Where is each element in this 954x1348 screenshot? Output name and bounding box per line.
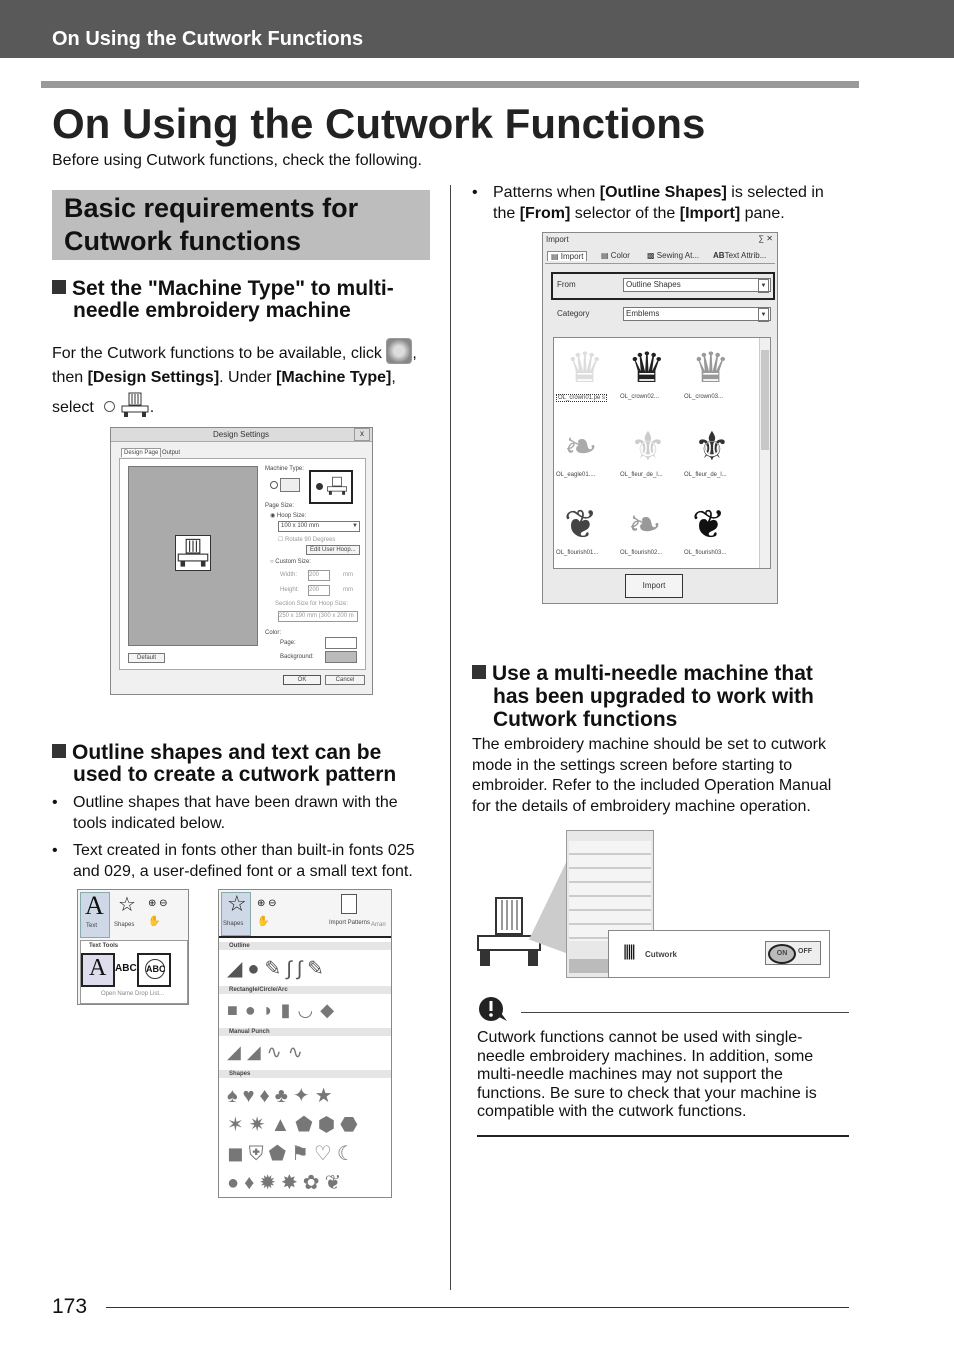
text-a-icon: A <box>85 891 104 920</box>
pattern-item[interactable] <box>556 498 618 568</box>
text-tool-button[interactable] <box>80 892 110 938</box>
tab-sewing[interactable]: ▩ Sewing At... <box>647 251 700 260</box>
running-title: On Using the Cutwork Functions <box>52 28 364 50</box>
p2-line4: for the details of embroidery machine operation. <box>472 797 811 815</box>
p1-i: . <box>149 399 155 416</box>
custom-size-row[interactable]: ○ Custom Size: <box>270 559 311 565</box>
b3-f: selector of the <box>570 205 680 222</box>
close-button[interactable]: x <box>354 428 370 441</box>
from-select[interactable] <box>623 278 771 292</box>
pattern-label: OL_eagle01.... <box>556 472 596 478</box>
pattern-label: OL_crown03... <box>684 394 724 400</box>
pin-close-icons[interactable]: ∑ ✕ <box>758 234 773 243</box>
label-background-color: Background: <box>280 654 314 660</box>
dialog-title: Design Settings <box>213 430 270 439</box>
b3-from: [From] <box>519 205 571 222</box>
monogram-icon: ABC <box>145 959 165 979</box>
tab-text-attrib-label: Text Attrib... <box>724 251 767 260</box>
square-bullet-icon <box>52 280 66 294</box>
p2-line3: embroider. Refer to the included Operation Manual <box>472 777 832 794</box>
dropdown-arrow-icon: ▼ <box>352 523 358 529</box>
pattern-scrollbar[interactable] <box>759 338 770 568</box>
arrange-label: Arran <box>371 922 386 928</box>
label-machine-type: Machine Type: <box>265 466 304 472</box>
shapes-label: Shapes <box>223 921 244 927</box>
running-header <box>0 0 954 58</box>
section-title-line2: Cutwork functions <box>64 226 301 256</box>
bullet2-line2: and 029, a user-defined font or a small text font. <box>73 863 413 880</box>
star-shape-icon: ☆ <box>227 891 247 916</box>
shapes-palette <box>219 936 391 1198</box>
label-width: Width: <box>280 572 298 578</box>
pattern-label: OL_crown01.pe s <box>558 395 606 401</box>
pattern-label: OL_fleur_de_l... <box>620 472 663 478</box>
bullet-dot: • <box>52 842 58 859</box>
dropdown-arrow-icon: ▼ <box>758 279 769 293</box>
bullet-outline-shapes <box>52 792 442 836</box>
group-manual-punch: Manual Punch <box>219 1028 392 1036</box>
outline-tools-icons[interactable]: ◢●✎∫∫✎ <box>227 958 329 980</box>
crown-pattern-icon: ♛ <box>692 344 730 391</box>
heading-line1: Outline shapes and text can be <box>72 741 382 764</box>
category-value: Emblems <box>626 309 660 318</box>
label-custom-size: Custom Size: <box>275 559 311 565</box>
star-shape-icon: ☆ <box>118 894 136 916</box>
heading-line2: used to create a cutwork pattern <box>73 763 397 786</box>
section-box <box>52 190 430 260</box>
p2-line2: mode in the settings screen before starting to <box>472 756 793 774</box>
hand-icon[interactable]: ✋ <box>257 916 270 927</box>
tab-text-attrib[interactable]: ABText Attrib... <box>713 251 767 260</box>
shapes-tool-button[interactable] <box>221 892 251 936</box>
radio-multi-needle[interactable] <box>316 483 323 490</box>
label-section-size: Section Size for Hoop Size: <box>275 601 349 607</box>
single-needle-icon <box>280 478 300 492</box>
pattern-label: OL_fleur_de_l... <box>684 472 727 478</box>
b3-c: is selected in <box>726 184 824 201</box>
label-color: Color: <box>265 630 282 636</box>
tab-design-page[interactable]: Design Page <box>121 448 161 457</box>
pattern-item[interactable] <box>684 498 746 568</box>
text-tools-screenshot <box>77 889 189 1005</box>
p2-line1: The embroidery machine should be set to cutwork <box>472 736 826 753</box>
heading-line3: Cutwork functions <box>493 708 678 731</box>
design-settings-icon <box>386 338 412 364</box>
note-line1: Cutwork functions cannot be used with single- <box>477 1029 803 1046</box>
shapes-tool-label: Shapes <box>114 922 135 928</box>
bullet-dot: • <box>52 794 58 811</box>
height-input[interactable]: 200 <box>308 585 330 596</box>
group-rectangle-circle-arc: Rectangle/Circle/Arc <box>219 986 392 994</box>
fleur-de-lis-pattern-icon: ⚜ <box>694 425 730 469</box>
pattern-item[interactable] <box>620 498 682 568</box>
cancel-button[interactable]: Cancel <box>325 675 365 685</box>
text-tools-group-label: Text Tools <box>89 943 119 949</box>
ok-button[interactable]: OK <box>283 675 321 685</box>
group-outline: Outline <box>219 942 392 950</box>
text-tool-selected[interactable] <box>81 953 115 987</box>
caution-icon <box>477 995 511 1023</box>
section-title <box>64 192 358 258</box>
section-size-select[interactable]: 250 x 190 mm (300 x 200 m <box>278 611 358 622</box>
b3-a: Patterns when <box>493 184 600 201</box>
shapes-tool-button[interactable] <box>112 892 142 936</box>
pattern-item[interactable] <box>684 420 746 494</box>
p1-a: For the Cutwork functions to be available, click <box>52 345 382 362</box>
heading-line2: has been upgraded to work with <box>493 685 814 708</box>
square-bullet-icon <box>472 665 486 679</box>
hoop-preview <box>128 466 258 646</box>
import-label: Import Patterns <box>329 920 371 926</box>
pattern-label: OL_flourish03... <box>684 550 727 556</box>
page-title: On Using the Cutwork Functions <box>52 100 706 147</box>
page-number: 173 <box>52 1295 88 1318</box>
crown-pattern-icon: ♛ <box>628 344 666 391</box>
text-tool-label: Text <box>86 923 98 929</box>
multi-needle-option-icon <box>326 476 348 496</box>
width-input[interactable]: 200 <box>308 570 330 581</box>
heading-outline-shapes <box>52 742 437 786</box>
zoom-icons[interactable]: ⊕ ⊖ <box>148 898 168 909</box>
hoop-size-select[interactable] <box>278 521 360 532</box>
tab-import[interactable]: ▤ Import <box>547 251 587 261</box>
tab-color-label: Color <box>610 251 630 260</box>
text-tools-panel <box>80 940 188 1004</box>
tab-color[interactable]: ▤ Color <box>601 251 630 260</box>
fleur-de-lis-pattern-icon: ⚜ <box>630 425 666 469</box>
rotate-checkbox[interactable]: ☐ Rotate 90 Degrees <box>278 537 336 543</box>
needle-bar-icon: ||||| <box>623 943 634 960</box>
background-color-select[interactable] <box>325 651 357 663</box>
label-rotate: Rotate 90 Degrees <box>285 537 336 543</box>
shape-library-icons[interactable]: ♠♥♦♣✦★ ✶✷▲⬟⬢⬣ ◼⛨⬟⚑♡☾ ●♦✹✸✿❦ <box>227 1085 363 1194</box>
import-pane-title: Import <box>546 235 569 244</box>
bullet-dot: • <box>472 184 478 201</box>
category-select[interactable] <box>623 307 771 321</box>
p1-h: select <box>52 399 94 416</box>
import-button[interactable]: Import <box>625 574 683 598</box>
title-rule <box>41 81 859 88</box>
bullet-outline-shapes-import <box>472 182 852 226</box>
on-button[interactable]: ON <box>768 944 796 964</box>
page-color-select[interactable] <box>325 637 357 649</box>
eagle-pattern-icon: ❧ <box>564 425 598 469</box>
manual-punch-icons[interactable]: ◢◢∿∿ <box>227 1042 309 1062</box>
scrollbar-thumb[interactable] <box>761 350 769 450</box>
off-button[interactable]: OFF <box>798 948 812 955</box>
p1-g: , <box>391 369 396 386</box>
bullet-text-fonts <box>52 840 442 884</box>
p1-machine-type: [Machine Type] <box>276 369 392 386</box>
default-button[interactable]: Default <box>128 653 165 663</box>
label-page-color: Page: <box>280 640 296 646</box>
on-off-toggle[interactable] <box>765 941 821 965</box>
b3-outline-shapes: [Outline Shapes] <box>599 184 727 201</box>
multi-needle-machine-icon <box>120 392 150 418</box>
radio-single-needle[interactable] <box>270 481 278 489</box>
p1-c: then <box>52 369 88 386</box>
pattern-item[interactable] <box>556 342 618 416</box>
bullet2-line1: Text created in fonts other than built-in fonts 025 <box>73 842 415 859</box>
category-label: Category <box>557 309 590 318</box>
abc-text-icon[interactable]: ABC <box>115 963 137 974</box>
heading-line1: Use a multi-needle machine that <box>492 662 813 685</box>
radio-icon <box>104 401 115 412</box>
pattern-item[interactable] <box>620 342 682 416</box>
instruction-paragraph <box>52 338 432 420</box>
multi-needle-paragraph <box>472 735 852 817</box>
square-bullet-icon <box>52 744 66 758</box>
design-settings-dialog <box>110 427 373 695</box>
unit-height: mm <box>343 587 353 593</box>
bullet1-line2: tools indicated below. <box>73 815 226 832</box>
b3-import: [Import] <box>679 205 741 222</box>
monogram-tool[interactable] <box>137 953 171 987</box>
label-hoop-size: Hoop Size: <box>276 513 307 519</box>
shape-tools-screenshot <box>218 889 392 1198</box>
pattern-item[interactable] <box>684 342 746 416</box>
caution-note <box>477 995 849 1137</box>
from-value: Outline Shapes <box>626 280 681 289</box>
pattern-item[interactable] <box>556 420 618 494</box>
hoop-size-row[interactable]: ◉ Hoop Size: <box>270 513 307 519</box>
intro-text: Before using Cutwork functions, check the following. <box>52 152 422 169</box>
pattern-list <box>553 337 771 569</box>
rect-circle-icons[interactable]: ■●◗▮◡◆ <box>227 1000 342 1020</box>
note-line2: needle embroidery machines. In addition, some <box>477 1047 814 1065</box>
settings-list <box>569 841 651 941</box>
column-divider <box>450 185 451 1290</box>
pattern-label: OL_flourish01... <box>556 550 599 556</box>
label-height: Height: <box>280 587 300 593</box>
import-pane <box>542 232 778 604</box>
text-a-icon: A <box>89 955 107 981</box>
tab-sewing-label: Sewing At... <box>656 251 700 260</box>
p1-b: , <box>412 345 417 362</box>
pattern-item[interactable] <box>620 420 682 494</box>
multi-needle-option[interactable] <box>309 470 353 504</box>
caution-text <box>477 1029 817 1122</box>
open-name-drop-list[interactable]: Open Name Drop List... <box>101 991 165 997</box>
import-icon <box>341 894 357 914</box>
import-tabs <box>545 249 775 264</box>
label-page-size: Page Size: <box>265 503 295 509</box>
heading-line1: Set the "Machine Type" to multi- <box>72 277 394 300</box>
crown-pattern-icon: ♛ <box>566 344 604 391</box>
note-line5: compatible with the cutwork functions. <box>477 1103 747 1120</box>
b3-d: the <box>493 205 520 222</box>
machine-illustration <box>474 828 834 978</box>
pattern-label: OL_flourish02... <box>620 550 663 556</box>
caution-rule <box>521 1012 849 1013</box>
p1-e: . Under <box>219 369 277 386</box>
import-patterns-button[interactable] <box>329 892 369 934</box>
section-title-line1: Basic requirements for <box>64 193 359 223</box>
heading-multi-needle-upgrade <box>472 663 857 731</box>
zoom-icons[interactable]: ⊕ ⊖ <box>257 898 277 909</box>
unit-width: mm <box>343 572 353 578</box>
p1-design-settings: [Design Settings] <box>87 369 220 386</box>
note-line3: multi-needle machines may not support the <box>477 1066 783 1083</box>
tab-import-label: Import <box>560 252 584 261</box>
note-line4: functions. Be sure to check that your machine is <box>477 1084 817 1102</box>
b3-h: pane. <box>740 205 785 222</box>
machine-preview-icon <box>175 535 211 571</box>
flourish-pattern-icon: ❦ <box>564 503 598 547</box>
tab-output[interactable]: Output <box>162 450 181 456</box>
edit-user-hoop-button[interactable]: Edit User Hoop... <box>306 545 360 555</box>
from-row-highlight <box>551 272 775 300</box>
cutwork-setting-zoom <box>608 930 830 978</box>
dropdown-arrow-icon: ▼ <box>758 308 769 322</box>
from-label: From <box>557 280 576 289</box>
footer-rule <box>106 1307 849 1308</box>
hoop-size-value: 100 x 100 mm <box>281 523 320 529</box>
hand-icon[interactable]: ✋ <box>148 916 161 927</box>
dialog-panel <box>119 458 366 670</box>
flourish-pattern-icon: ❦ <box>692 503 726 547</box>
pattern-label: OL_crown02... <box>620 394 660 400</box>
heading-line2: needle embroidery machine <box>73 299 351 322</box>
bullet1-line1: Outline shapes that have been drawn with the <box>73 794 398 811</box>
heading-machine-type <box>52 278 432 322</box>
cutwork-label: Cutwork <box>645 950 677 959</box>
group-shapes: Shapes <box>219 1070 392 1078</box>
dialog-titlebar <box>111 428 372 442</box>
flourish-pattern-icon: ❧ <box>628 503 662 547</box>
